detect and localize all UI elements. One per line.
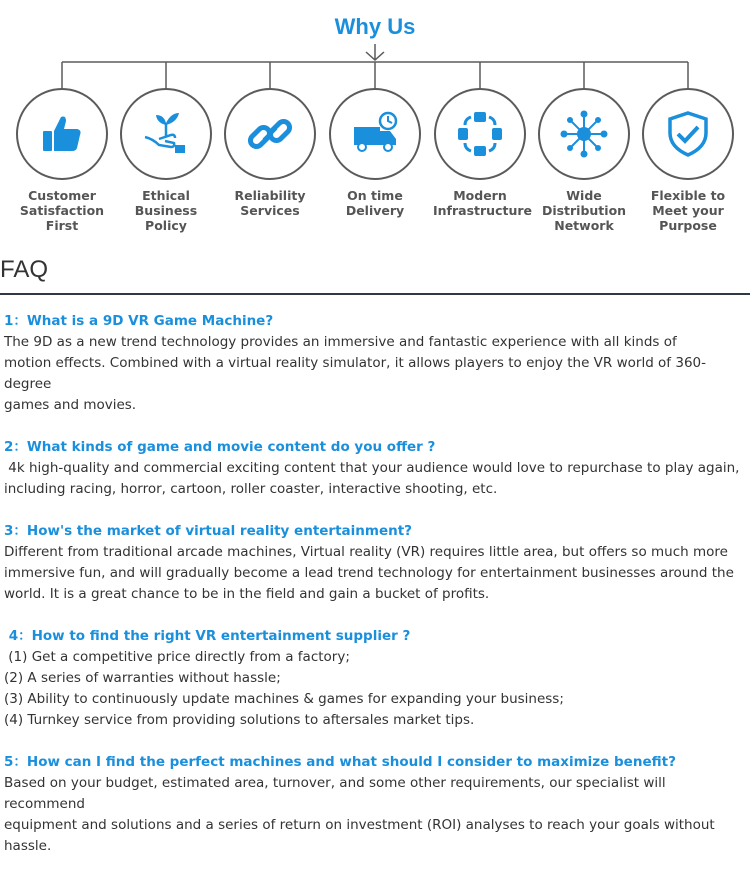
answer-line: immersive fun, and will gradually become a lead trend technology for entertainment businesses around the (4, 565, 734, 581)
plant-hand-icon (141, 109, 191, 159)
answer-line: Different from traditional arcade machines, Virtual reality (VR) requires little area, but offers so much more (4, 544, 728, 560)
faq-answer (4, 773, 748, 857)
faq-question: 5：How can I find the perfect machines and what should I consider to maximize benefit? (4, 754, 676, 770)
feature-label: On time Delivery (345, 188, 405, 218)
feature-label: Ethical Business Policy (134, 188, 198, 233)
faq-question: 3：How's the market of virtual reality entertainment? (4, 523, 413, 539)
faq-answer (4, 332, 748, 416)
connected-squares-icon (455, 109, 505, 159)
feature-ethical-business (119, 88, 213, 233)
shield-check-icon (663, 109, 713, 159)
feature-customer-satisfaction (15, 88, 109, 233)
feature-wide-distribution (537, 88, 631, 233)
feature-modern-infrastructure (433, 88, 532, 218)
answer-line: (2) A series of warranties without hassle; (4, 670, 281, 686)
faq-answer (4, 458, 748, 500)
faq-answer (4, 647, 748, 731)
answer-line: motion effects. Combined with a virtual reality simulator, it allows players to enjoy the VR world of 360-degree (4, 355, 706, 392)
faq-question: 4：How to find the right VR entertainment supplier ? (4, 628, 411, 644)
feature-reliability (223, 88, 317, 218)
why-us-title: Why Us (334, 14, 416, 39)
answer-line: The 9D as a new trend technology provides an immersive and fantastic experience with all kinds of (4, 334, 677, 350)
feature-label: Reliability Services (234, 188, 306, 218)
answer-line: world. It is a great chance to be in the field and gain a bucket of profits. (4, 586, 490, 602)
faq-question: 2：What kinds of game and movie content do you offer ? (4, 439, 436, 455)
answer-line: (4) Turnkey service from providing solutions to aftersales market tips. (4, 712, 475, 728)
faq-question: 1：What is a 9D VR Game Machine? (4, 313, 274, 329)
faq-title: FAQ (0, 256, 49, 283)
answer-line: Based on your budget, estimated area, turnover, and some other requirements, our specialist will recommend (4, 775, 666, 812)
chain-link-icon (245, 109, 295, 159)
feature-label: Modern Infrastructure (433, 188, 532, 218)
feature-on-time-delivery (328, 88, 422, 218)
answer-line: including racing, horror, cartoon, roller coaster, interactive shooting, etc. (4, 481, 498, 497)
answer-line: equipment and solutions and a series of return on investment (ROI) analyses to reach your goals without hassle. (4, 817, 715, 854)
feature-label: Wide Distribution Network (541, 188, 627, 233)
feature-label: Customer Satisfaction First (19, 188, 105, 233)
connector-lines (0, 0, 750, 100)
answer-line: 4k high-quality and commercial exciting content that your audience would love to repurchase to play again, (4, 460, 740, 476)
network-hub-icon (559, 109, 609, 159)
thumbs-up-icon (37, 109, 87, 159)
feature-flexible-purpose (641, 88, 735, 233)
faq-answer (4, 542, 748, 605)
answer-line: (1) Get a competitive price directly from a factory; (4, 649, 350, 665)
faq-list (4, 311, 748, 878)
answer-line: (3) Ability to continuously update machines & games for expanding your business; (4, 691, 564, 707)
faq-divider (0, 293, 750, 295)
answer-line: games and movies. (4, 397, 137, 413)
delivery-truck-icon (350, 109, 400, 159)
feature-label: Flexible to Meet your Purpose (650, 188, 726, 233)
